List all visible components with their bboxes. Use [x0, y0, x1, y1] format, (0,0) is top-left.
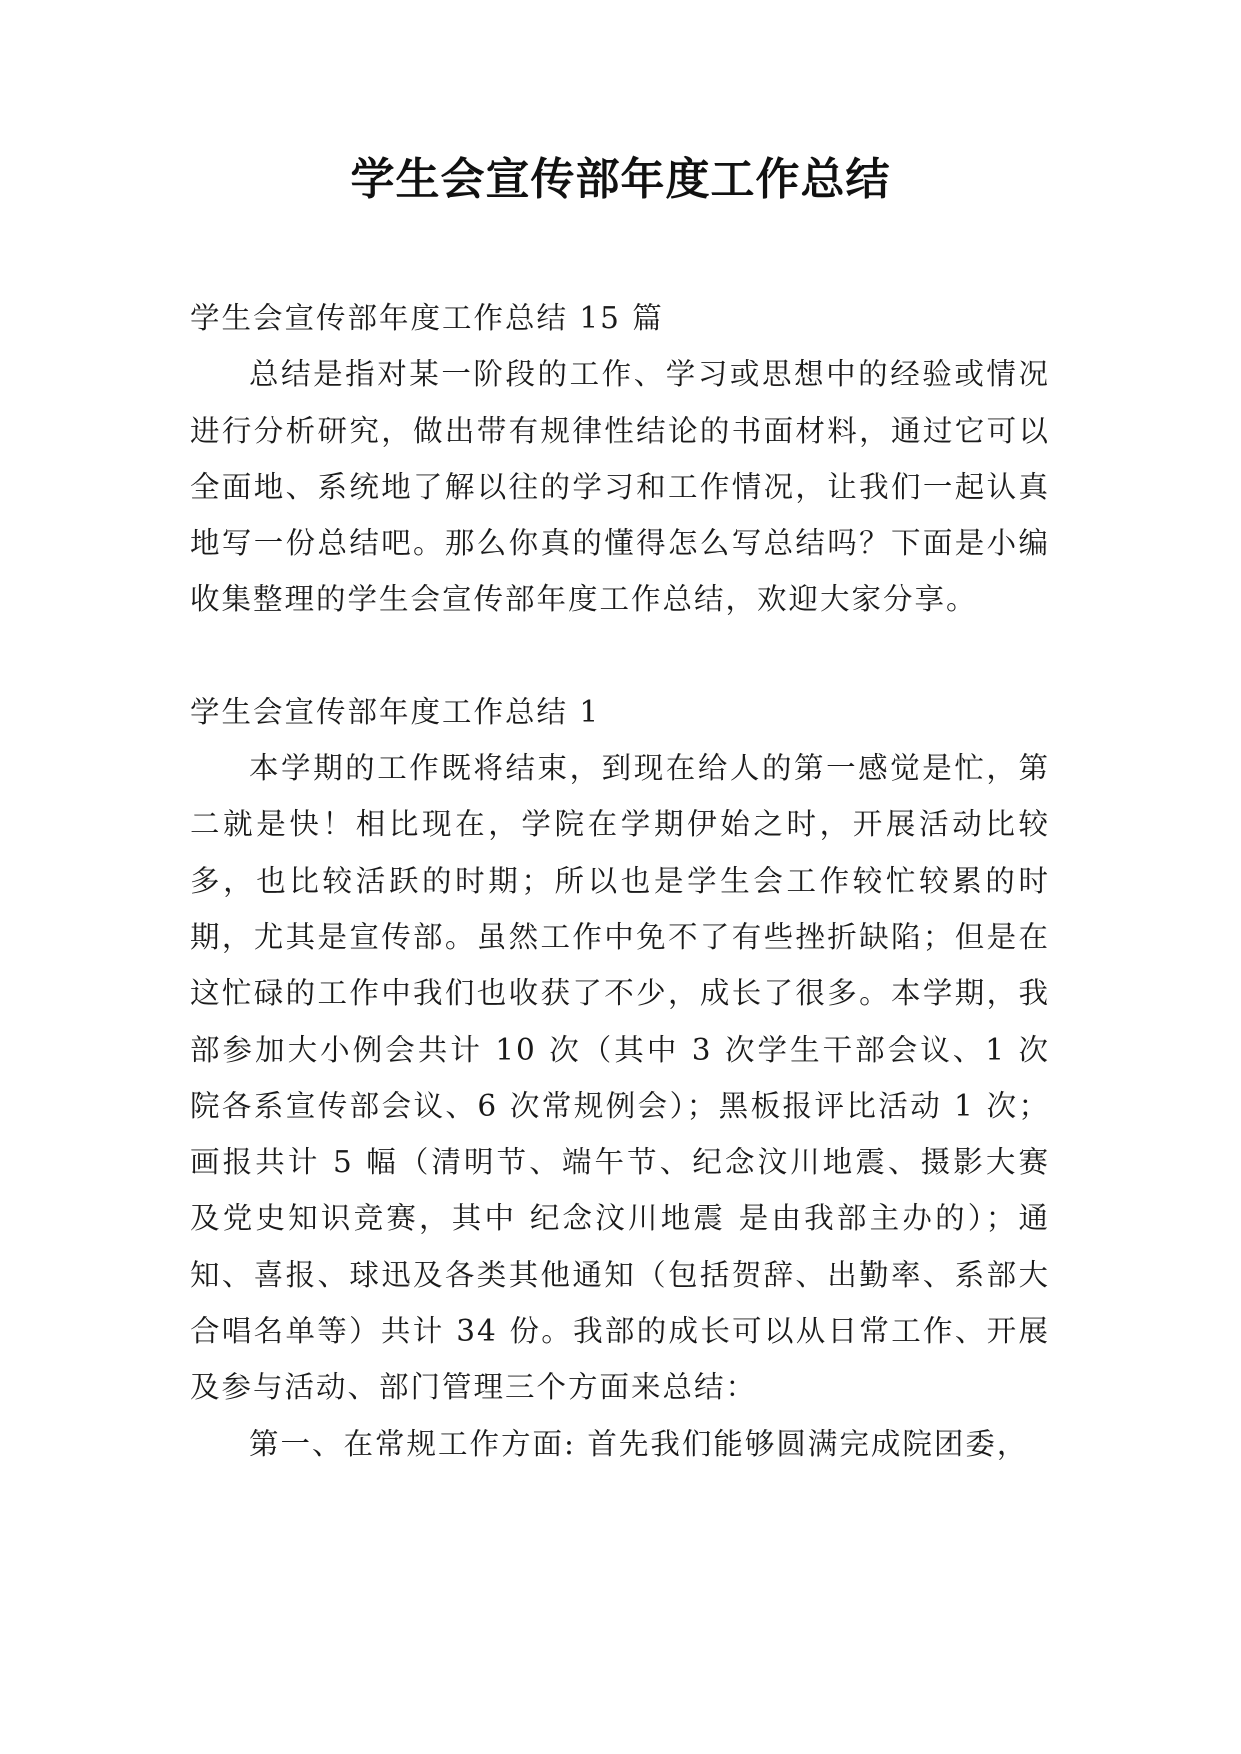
section-paragraph: 第一、在常规工作方面: 首先我们能够圆满完成院团委， — [249, 1426, 1029, 1461]
section-paragraph: 本学期的工作既将结束，到现在给人的第一感觉是忙，第二就是快！相比现在，学院在学期伊始之时，开展活动比较多，也比较活跃的时期；所以也是学生会工作较忙较累的时期，尤其是宣传部。虽然工作中免不了有些挫折缺陷；但是在这忙碌的工作中我们也收获了不少，成长了很多。本学期，我部参加大小例会共计 10 次（其中 3 次学生干部会议、1 次院各系宣传部会议、6 次常规例会）；黑板报评比活动 1 次；画报共计 5 幅（清明节、端午节、纪念汶川地震、摄影大赛及党史知识竞赛，其中 纪念汶川地震 是由我部主办的）；通知、喜报、球迅及各类其他通知（包括贺辞、出勤率、系部大合唱名单等）共计 34 份。我部的成长可以从日常工作、开展及参与活动、部门管理三个方面来总结： — [190, 751, 1050, 1405]
document-title: 学生会宣传部年度工作总结 — [350, 154, 891, 205]
document-body — [190, 290, 1050, 1472]
intro-paragraph: 总结是指对某一阶段的工作、学习或思想中的经验或情况进行分析研究，做出带有规律性结论的书面材料，通过它可以全面地、系统地了解以往的学习和工作情况，让我们一起认真地写一份总结吧。那么你真的懂得怎么写总结吗？下面是小编收集整理的学生会宣传部年度工作总结，欢迎大家分享。 — [190, 357, 1050, 617]
document-subtitle: 学生会宣传部年度工作总结 15 篇 — [190, 301, 664, 335]
paragraph-spacer — [190, 628, 1050, 684]
section-heading: 学生会宣传部年度工作总结 1 — [190, 694, 601, 729]
